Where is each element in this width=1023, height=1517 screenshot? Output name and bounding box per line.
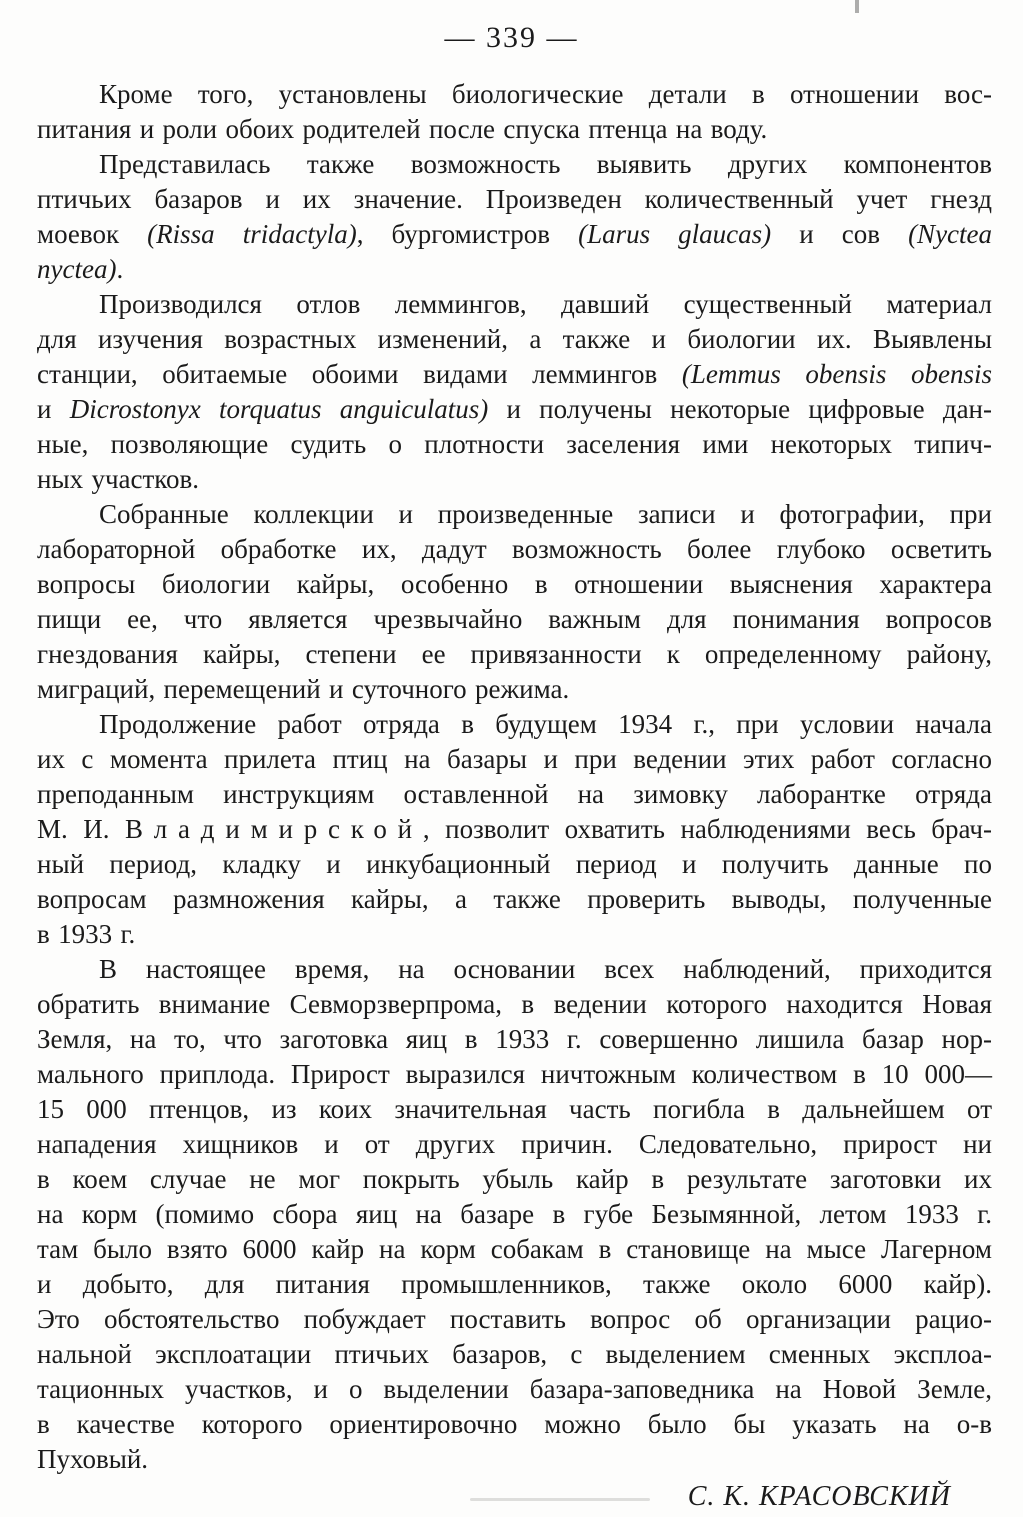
- text-line: [37, 217, 992, 252]
- text-segment: Земля, на то, что заготовка яиц в 1933 г. совершенно лишила базар нор-: [37, 1024, 992, 1054]
- text-line: [37, 672, 992, 707]
- paragraph: [37, 147, 992, 287]
- text-line: [37, 1267, 992, 1302]
- text-line: [37, 777, 992, 812]
- text-line: [37, 917, 992, 952]
- text-segment: ные, позволяющие судить о плотности заселения ими некоторых типич-: [37, 429, 992, 459]
- text-line: [37, 567, 992, 602]
- text-segment: там было взято 6000 кайр на корм собакам в становище на мысе Лагерном: [37, 1234, 992, 1264]
- latin-species-name: (Rissa tridactyla): [147, 219, 357, 249]
- text-segment: Производился отлов леммингов, давший существенный материал: [99, 289, 992, 319]
- text-line: [37, 357, 992, 392]
- text-segment: пищи ее, что является чрезвычайно важным для понимания вопросов: [37, 604, 992, 634]
- text-line: [37, 1442, 992, 1477]
- text-segment: преподанным инструкциям оставленной на зимовку лаборантке отряда: [37, 779, 992, 809]
- text-line: [37, 77, 992, 112]
- text-segment: станции, обитаемые обоими видами леммингов: [37, 359, 682, 389]
- text-line: [37, 497, 992, 532]
- page-number: — 339 —: [444, 21, 579, 54]
- scan-artifact: [470, 1498, 650, 1501]
- paragraph: [37, 287, 992, 497]
- text-segment: тационных участков, и о выделении базара-заповедника на Новой Земле,: [37, 1374, 992, 1404]
- text-line: [37, 1092, 992, 1127]
- latin-species-name: nyctea): [37, 254, 117, 284]
- text-line: [37, 1057, 992, 1092]
- text-line: [37, 427, 992, 462]
- text-segment: гнездования кайры, степени ее привязанности к определенному району,: [37, 639, 992, 669]
- text-line: [37, 847, 992, 882]
- text-segment: обратить внимание Севморзверпрома, в ведении которого находится Новая: [37, 989, 992, 1019]
- latin-species-name: (Larus glaucas): [578, 219, 772, 249]
- text-line: [37, 1127, 992, 1162]
- text-segment: птичьих базаров и их значение. Произведен количественный учет гнезд: [37, 184, 992, 214]
- author-signature: С. К. КРАСОВСКИЙ: [687, 1481, 951, 1512]
- text-line: [37, 287, 992, 322]
- latin-species-name: Dicrostonyx torquatus anguiculatus): [69, 394, 489, 424]
- text-segment: и добыто, для питания промышленников, также около 6000 кайр).: [37, 1269, 992, 1299]
- text-segment: .: [116, 254, 124, 284]
- paragraph: [37, 707, 992, 952]
- text-line: [37, 1232, 992, 1267]
- text-segment: Пуховый.: [37, 1444, 149, 1474]
- latin-species-name: (Lemmus obensis obensis: [681, 359, 992, 389]
- text-segment: их с момента прилета птиц на базары и при ведении этих работ согласно: [37, 744, 992, 774]
- text-line: [37, 1372, 992, 1407]
- emphasized-name: Владимирской: [124, 814, 423, 844]
- text-segment: вопросам размножения кайры, а также проверить выводы, полученные: [37, 884, 992, 914]
- text-segment: мального приплода. Прирост выразился ничтожным количеством в 10 000—: [37, 1059, 992, 1089]
- text-line: [37, 812, 992, 847]
- text-line: [37, 462, 992, 497]
- text-segment: ный период, кладку и инкубационный период и получить данные по: [37, 849, 992, 879]
- text-segment: , позволит охватить наблюдениями весь брач-: [422, 814, 992, 844]
- text-segment: и: [37, 394, 70, 424]
- text-segment: Собранные коллекции и произведенные записи и фотографии, при: [99, 499, 992, 529]
- text-line: [37, 987, 992, 1022]
- text-line: [37, 532, 992, 567]
- text-line: [37, 1407, 992, 1442]
- text-segment: лабораторной обработке их, дадут возможность более глубоко осветить: [37, 534, 992, 564]
- text-segment: и получены некоторые цифровые дан-: [488, 394, 993, 424]
- text-segment: миграций, перемещений и суточного режима.: [37, 674, 570, 704]
- text-line: [37, 322, 992, 357]
- text-segment: , бургомистров: [356, 219, 579, 249]
- text-line: [37, 182, 992, 217]
- text-segment: ных участков.: [37, 464, 200, 494]
- text-segment: в 1933 г.: [37, 919, 136, 949]
- text-segment: в качестве которого ориентировочно можно было бы указать на о-в: [37, 1409, 992, 1439]
- text-line: [37, 707, 992, 742]
- text-line: [37, 392, 992, 427]
- document-text-body: [0, 77, 1023, 1477]
- text-segment: и сов: [771, 219, 909, 249]
- text-segment: в коем случае не мог покрыть убыль кайр в результате заготовки их: [37, 1164, 992, 1194]
- text-segment: питания и роли обоих родителей после спуска птенца на воду.: [37, 114, 768, 144]
- paragraph: [37, 77, 992, 147]
- text-line: [37, 742, 992, 777]
- text-segment: нальной эксплоатации птичьих базаров, с выделением сменных эксплоа-: [37, 1339, 992, 1369]
- text-segment: М. И.: [37, 814, 125, 844]
- text-segment: Представилась также возможность выявить других компонентов: [99, 149, 992, 179]
- text-line: [37, 637, 992, 672]
- text-segment: В настоящее время, на основании всех наблюдений, приходится: [99, 954, 992, 984]
- paragraph: [37, 952, 992, 1477]
- text-line: [37, 1162, 992, 1197]
- text-segment: нападения хищников и от других причин. Следовательно, прирост ни: [37, 1129, 992, 1159]
- text-segment: Продолжение работ отряда в будущем 1934 г., при условии начала: [99, 709, 992, 739]
- paragraph: [37, 497, 992, 707]
- text-segment: моевок: [37, 219, 148, 249]
- scan-artifact: [855, 0, 859, 13]
- text-segment: Кроме того, установлены биологические детали в отношении вос-: [99, 79, 992, 109]
- text-line: [37, 1022, 992, 1057]
- text-line: [37, 112, 992, 147]
- text-line: [37, 1302, 992, 1337]
- text-segment: 15 000 птенцов, из коих значительная часть погибла в дальнейшем от: [37, 1094, 992, 1124]
- text-line: [37, 602, 992, 637]
- text-segment: для изучения возрастных изменений, а также и биологии их. Выявлены: [37, 324, 992, 354]
- text-line: [37, 252, 992, 287]
- text-segment: Это обстоятельство побуждает поставить вопрос об организации рацио-: [37, 1304, 992, 1334]
- text-line: [37, 1197, 992, 1232]
- text-segment: вопросы биологии кайры, особенно в отношении выяснения характера: [37, 569, 992, 599]
- latin-species-name: (Nyctea: [908, 219, 993, 249]
- text-segment: на корм (помимо сбора яиц на базаре в губе Безымянной, летом 1933 г.: [37, 1199, 992, 1229]
- text-line: [37, 147, 992, 182]
- text-line: [37, 952, 992, 987]
- text-line: [37, 882, 992, 917]
- text-line: [37, 1337, 992, 1372]
